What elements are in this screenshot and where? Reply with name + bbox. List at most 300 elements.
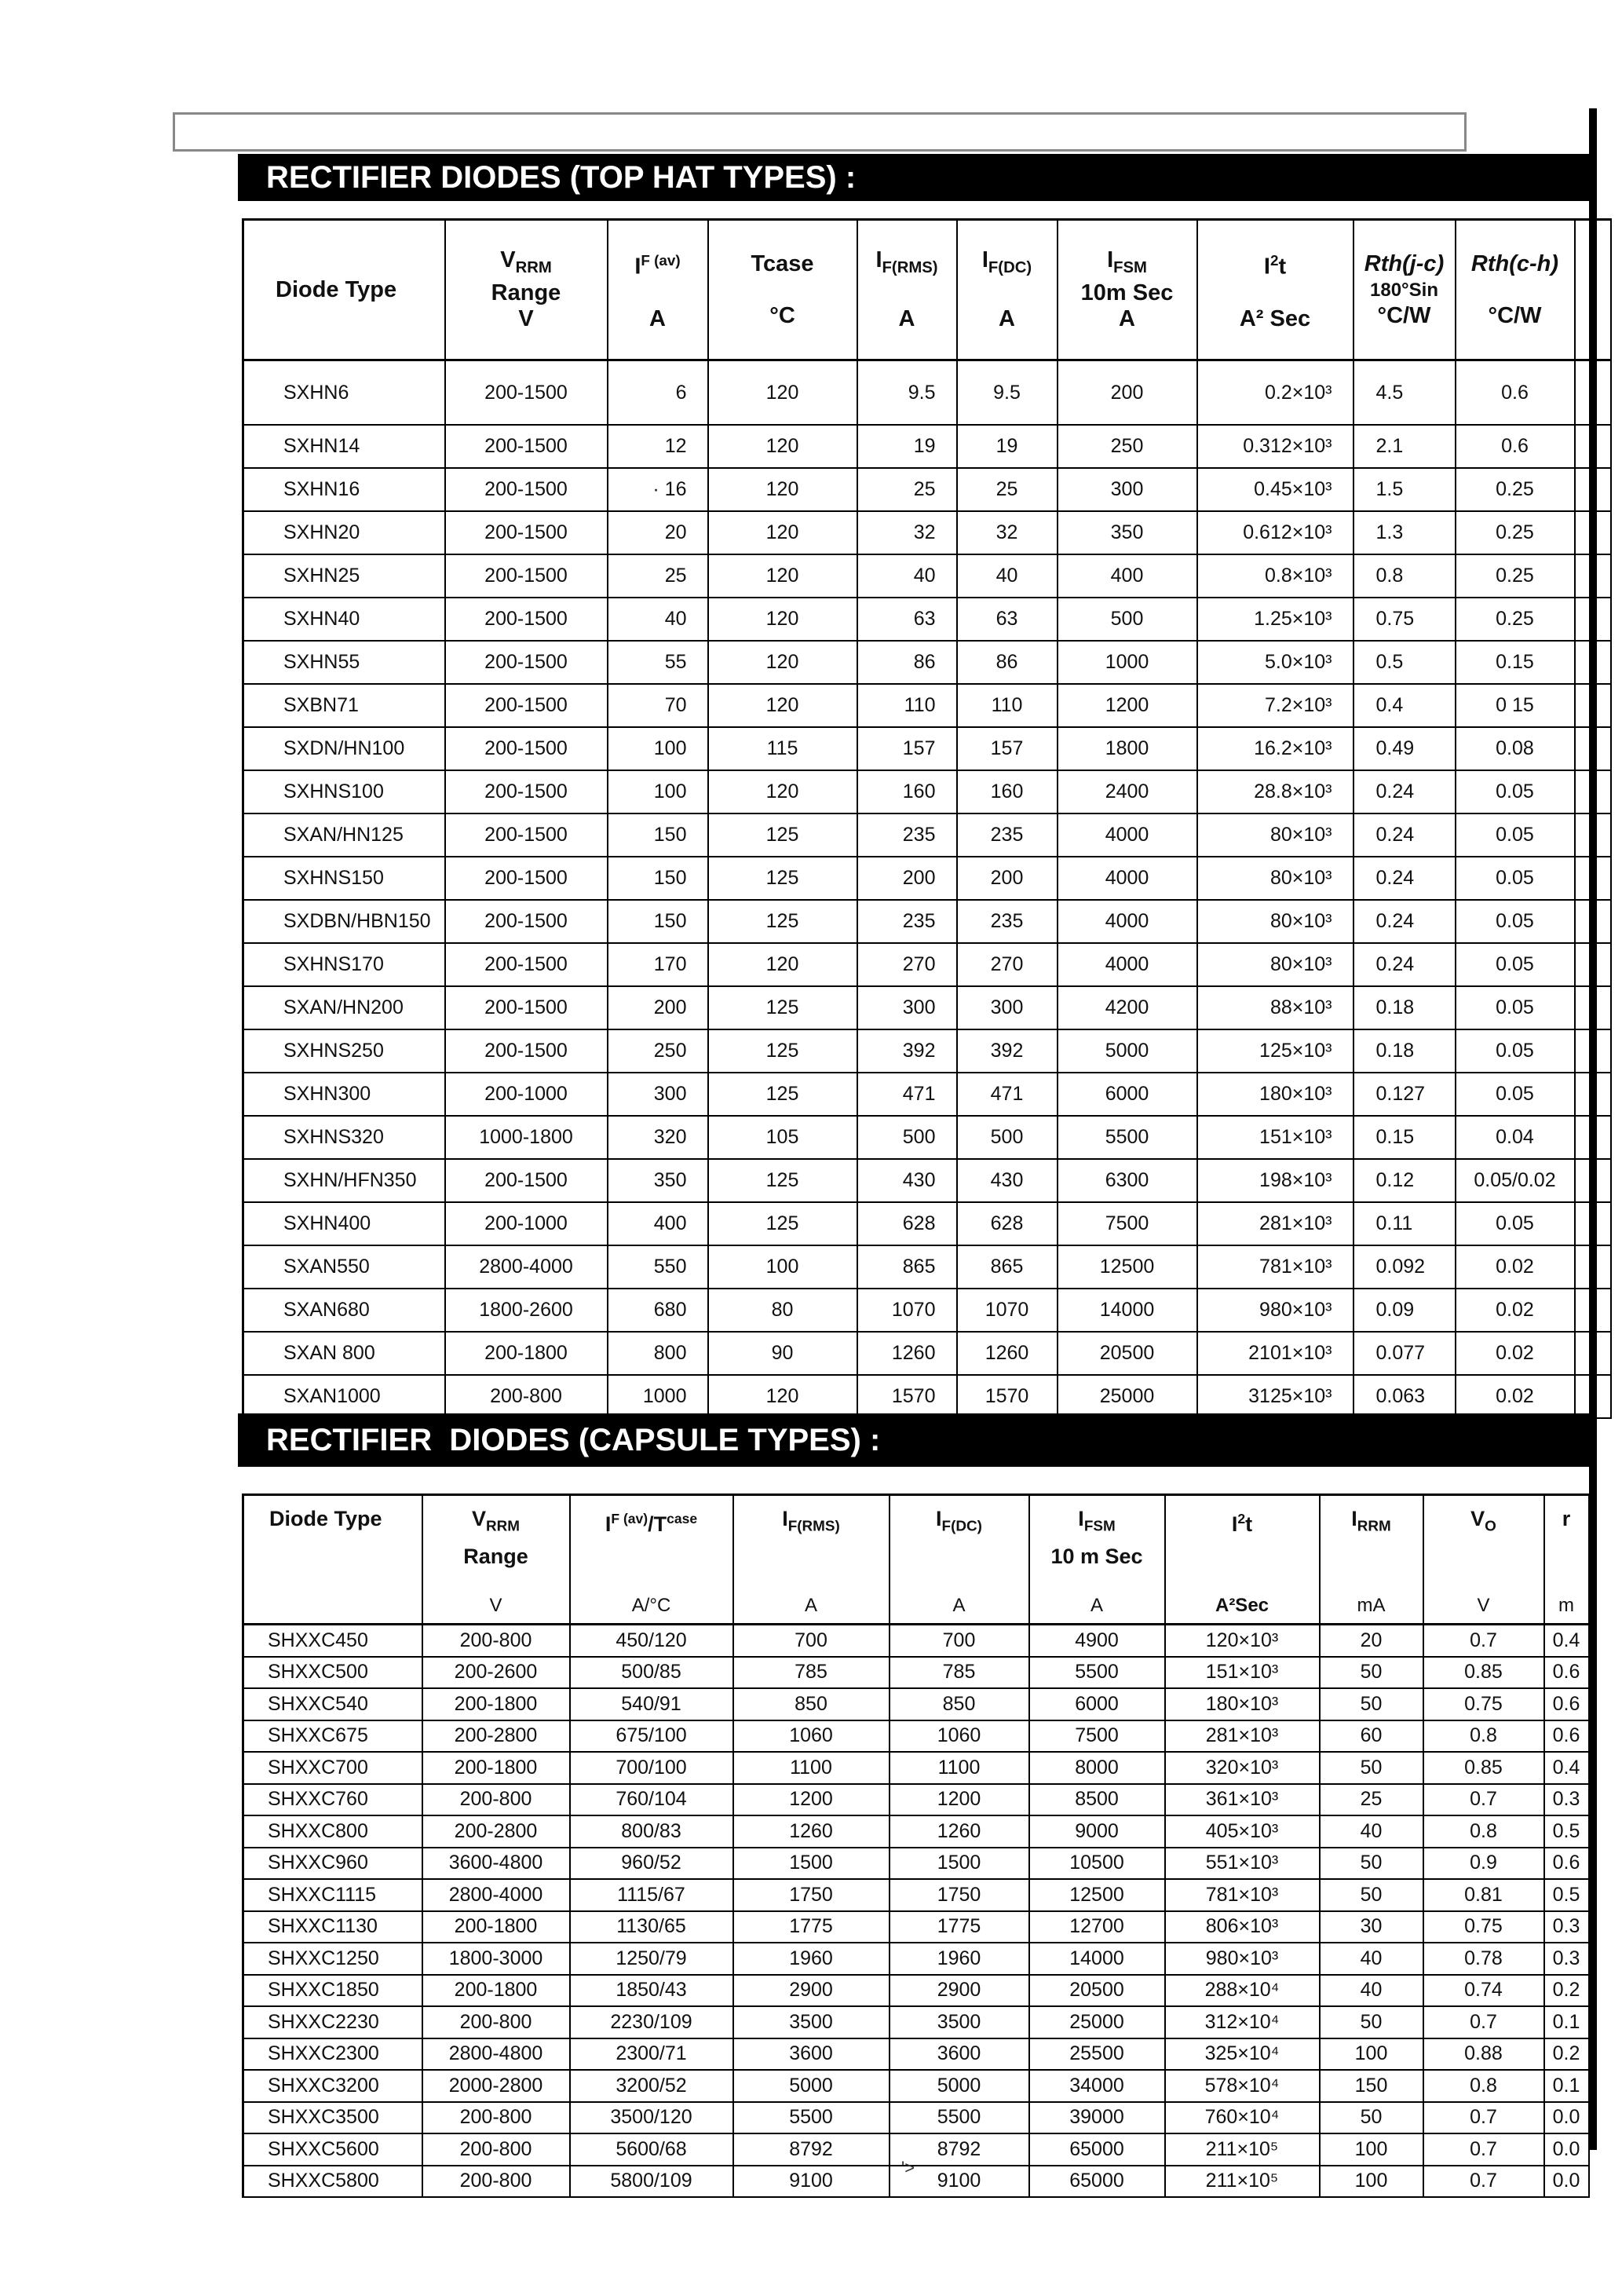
unit-if-dc: A [890,1589,1029,1625]
table-cell: 0.15 [1456,641,1575,684]
top-hat-diodes-table [242,218,1612,1419]
table-cell: 7500 [1058,1202,1197,1245]
table-cell: 30 [1320,1911,1423,1943]
table-cell: 200 [857,857,957,900]
table-cell: 5500 [890,2102,1029,2134]
diode-type-cell: SHXXC675 [243,1720,422,1753]
table-cell: 1060 [890,1720,1029,1753]
table-cell: 700/100 [570,1752,733,1784]
table-cell: 288×10⁴ [1165,1975,1320,2007]
table-row [243,1848,1589,1880]
table-cell: 312×10⁴ [1165,2006,1320,2038]
diode-type-cell: SXHN14 [243,425,445,468]
table-cell: 65000 [1029,2133,1165,2166]
table-cell: 0.11 [1353,1202,1456,1245]
table-cell: 3200/52 [570,2070,733,2102]
cut-off-cell [1575,598,1611,641]
table-cell: 200-1800 [422,1975,570,2007]
table-cell: 2101×10³ [1197,1332,1353,1375]
table-cell: 125 [708,1073,857,1116]
table-row [243,2038,1589,2071]
diode-type-cell: SHXXC2300 [243,2038,422,2071]
table-row [243,1815,1589,1848]
cut-off-cell [1575,1159,1611,1202]
table-cell: 211×10⁵ [1165,2166,1320,2198]
table-cell: 960/52 [570,1848,733,1880]
table-cell: 34000 [1029,2070,1165,2102]
table-cell: 500 [957,1116,1058,1159]
table-row [243,1116,1611,1159]
table-cell: 8500 [1029,1784,1165,1816]
unit-i2t: A²Sec [1165,1589,1320,1625]
table-cell: 0.24 [1353,943,1456,986]
table-cell: 10500 [1029,1848,1165,1880]
table-cell: 0.05 [1456,986,1575,1029]
table-cell: 430 [857,1159,957,1202]
table-cell: 700 [733,1625,890,1657]
table-cell: 200-1500 [445,425,608,468]
table-cell: 7500 [1029,1720,1165,1753]
table-cell: 3500 [890,2006,1029,2038]
table-cell: 200-800 [422,2133,570,2166]
table-cell: 120 [708,598,857,641]
table-cell: 3500 [733,2006,890,2038]
table-cell: 0.6 [1456,360,1575,426]
table-cell: 0.6 [1544,1657,1589,1689]
table-row [243,1332,1611,1375]
table-cell: 980×10³ [1197,1289,1353,1332]
cut-off-cell [1575,1202,1611,1245]
table-cell: 865 [857,1245,957,1289]
table-cell: 0.7 [1423,2133,1544,2166]
table-cell: 0.02 [1456,1375,1575,1418]
table-cell: 4000 [1058,857,1197,900]
cut-off-cell [1575,986,1611,1029]
diode-type-cell: SXHN40 [243,598,445,641]
table-cell: 125 [708,1202,857,1245]
table-row [243,1029,1611,1073]
table-cell: 628 [957,1202,1058,1245]
table-row [243,1073,1611,1116]
diode-type-cell: SXAN/HN200 [243,986,445,1029]
table-cell: 300 [957,986,1058,1029]
table-cell: 6300 [1058,1159,1197,1202]
table-cell: 0.45×10³ [1197,468,1353,511]
cut-off-cell [1575,684,1611,727]
table-cell: 760×10⁴ [1165,2102,1320,2134]
table-cell: 4000 [1058,943,1197,986]
table-cell: 12500 [1029,1879,1165,1911]
table-cell: 1960 [733,1943,890,1975]
table-cell: 1100 [733,1752,890,1784]
table-cell: 40 [957,554,1058,598]
table-cell: 0.85 [1423,1752,1544,1784]
table-cell: 0.25 [1456,598,1575,641]
table-cell: 86 [857,641,957,684]
table-cell: 3125×10³ [1197,1375,1353,1418]
col-ifsm: $I_{FSM}$ 10 m Sec [1029,1495,1165,1589]
table-cell: 0.75 [1423,1911,1544,1943]
table-cell: 125×10³ [1197,1029,1353,1073]
table-cell: 4000 [1058,900,1197,943]
table-cell: 200-2800 [422,1720,570,1753]
table-cell: 125 [708,986,857,1029]
table-cell: 200-800 [422,2166,570,2198]
table-cell: 9000 [1029,1815,1165,1848]
table-cell: 0.25 [1456,554,1575,598]
table-cell: 40 [1320,1943,1423,1975]
diode-type-cell: SXDN/HN100 [243,727,445,770]
table-cell: 125 [708,1029,857,1073]
table-cell: 157 [957,727,1058,770]
table-cell: 20500 [1058,1332,1197,1375]
table-cell: 80×10³ [1197,813,1353,857]
table-cell: 120 [708,425,857,468]
table-cell: 160 [957,770,1058,813]
table-cell: 0.5 [1544,1879,1589,1911]
table-cell: 120 [708,641,857,684]
cut-off-cell [1575,943,1611,986]
table-cell: 55 [608,641,708,684]
table-row [243,943,1611,986]
table-cell: 0.3 [1544,1784,1589,1816]
col-irrm: $I_{RRM}$ [1320,1495,1423,1589]
table-cell: 3600 [733,2038,890,2071]
table-cell: 551×10³ [1165,1848,1320,1880]
table-cell: 200-1500 [445,598,608,641]
table-cell: 198×10³ [1197,1159,1353,1202]
table-cell: 1.3 [1353,511,1456,554]
table-cell: 0.05 [1456,900,1575,943]
table-row [243,511,1611,554]
table-cell: 100 [1320,2038,1423,2071]
cut-off-cell [1575,554,1611,598]
table-cell: 200-1500 [445,943,608,986]
cut-off-cell [1575,1375,1611,1418]
table-cell: 80×10³ [1197,900,1353,943]
table-cell: 0.18 [1353,1029,1456,1073]
table-cell: 86 [957,641,1058,684]
table-cell: 14000 [1058,1289,1197,1332]
table-cell: 628 [857,1202,957,1245]
table-cell: 281×10³ [1165,1720,1320,1753]
diode-type-cell: SXHN6 [243,360,445,426]
table-cell: 0.8 [1423,2070,1544,2102]
unit-vrrm: V [422,1589,570,1625]
table-cell: 0.12 [1353,1159,1456,1202]
diode-type-cell: SXBN71 [243,684,445,727]
table-cell: 1.5 [1353,468,1456,511]
table-cell: 110 [857,684,957,727]
col-if-av: $I^{F (av)}$ A [608,220,708,360]
table-cell: 1775 [890,1911,1029,1943]
unit-if-av-tcase: A/°C [570,1589,733,1625]
table-cell: 28.8×10³ [1197,770,1353,813]
table-cell: 50 [1320,2102,1423,2134]
table-cell: 0.75 [1353,598,1456,641]
table-cell: 25500 [1029,2038,1165,2071]
table-cell: 0.7 [1423,2166,1544,2198]
table-cell: 20 [608,511,708,554]
table-cell: 80 [708,1289,857,1332]
top-hat-table-body [243,360,1611,1419]
table-cell: 0.0 [1544,2133,1589,2166]
table-cell: 12500 [1058,1245,1197,1289]
table-cell: 40 [857,554,957,598]
table-cell: 88×10³ [1197,986,1353,1029]
table-cell: 200-1800 [445,1332,608,1375]
table-cell: 200-1500 [445,511,608,554]
diode-type-cell: SXAN 800 [243,1332,445,1375]
table-row [243,425,1611,468]
cut-off-cell [1575,1245,1611,1289]
table-row [243,2166,1589,2198]
table-cell: 0.063 [1353,1375,1456,1418]
table-cell: 5000 [733,2070,890,2102]
table-row [243,1752,1589,1784]
diode-type-cell: SXHN300 [243,1073,445,1116]
diode-type-cell: SXHNS170 [243,943,445,986]
table-cell: 40 [608,598,708,641]
table-cell: 785 [733,1657,890,1689]
table-row [243,1688,1589,1720]
table-cell: 20500 [1029,1975,1165,2007]
table-cell: 400 [608,1202,708,1245]
table-cell: 0.88 [1423,2038,1544,2071]
table-cell: 1260 [957,1332,1058,1375]
table-cell: 0.49 [1353,727,1456,770]
table-cell: 40 [1320,1975,1423,2007]
table-row [243,1289,1611,1332]
table-cell: 150 [608,857,708,900]
table-cell: 300 [1058,468,1197,511]
table-cell: 0.24 [1353,770,1456,813]
table-cell: 2800-4800 [422,2038,570,2071]
table-cell: 0.4 [1353,684,1456,727]
table-cell: 235 [857,813,957,857]
table-cell: 120 [708,360,857,426]
table-cell: 1800-3000 [422,1943,570,1975]
table-cell: 157 [857,727,957,770]
table-cell: 2.1 [1353,425,1456,468]
table-cell: 19 [857,425,957,468]
table-cell: 80×10³ [1197,943,1353,986]
col-vo: $V_O$ [1423,1495,1544,1589]
diode-type-cell: SHXXC2230 [243,2006,422,2038]
table-cell: 0.02 [1456,1245,1575,1289]
table-cell: 200-1800 [422,1688,570,1720]
cut-off-cell [1575,813,1611,857]
table-cell: 0.81 [1423,1879,1544,1911]
table-row [243,1159,1611,1202]
table-cell: 0.24 [1353,857,1456,900]
unit-rt: m [1544,1589,1589,1625]
table-cell: 5800/109 [570,2166,733,2198]
diode-type-cell: SXHNS250 [243,1029,445,1073]
diode-type-cell: SXAN1000 [243,1375,445,1418]
table-cell: 1850/43 [570,1975,733,2007]
cut-off-cell [1575,360,1611,426]
table-cell: 200-1500 [445,684,608,727]
diode-type-cell: SHXXC3200 [243,2070,422,2102]
table-cell: 40 [1320,1815,1423,1848]
table-cell: 160 [857,770,957,813]
table-row [243,2006,1589,2038]
table-cell: 19 [957,425,1058,468]
table-cell: 200-1500 [445,1159,608,1202]
section-title-top-hat: RECTIFIER DIODES (TOP HAT TYPES) : [238,154,1592,201]
table-cell: 1115/67 [570,1879,733,1911]
col-i2t: $I^2t$ [1165,1495,1320,1589]
table-cell: 120 [708,1375,857,1418]
table-cell: 151×10³ [1165,1657,1320,1689]
table-row [243,598,1611,641]
table-cell: 200-1500 [445,727,608,770]
table-cell: 25000 [1058,1375,1197,1418]
diode-type-cell: SHXXC960 [243,1848,422,1880]
table-cell: 25 [957,468,1058,511]
table-cell: 1750 [733,1879,890,1911]
table-cell: 120 [708,554,857,598]
table-cell: 14000 [1029,1943,1165,1975]
table-cell: 1260 [890,1815,1029,1848]
table-cell: 50 [1320,2006,1423,2038]
table-cell: 0.75 [1423,1688,1544,1720]
table-cell: 0.18 [1353,986,1456,1029]
table-cell: 250 [608,1029,708,1073]
table-cell: 0.7 [1423,2102,1544,2134]
table-cell: 150 [608,813,708,857]
table-row [243,360,1611,426]
table-cell: 1500 [890,1848,1029,1880]
table-cell: 0.7 [1423,1784,1544,1816]
table-cell: 0.8 [1423,1815,1544,1848]
cut-off-cell [1575,425,1611,468]
table-cell: 2800-4000 [445,1245,608,1289]
table-cell: 1250/79 [570,1943,733,1975]
table-cell: 1800 [1058,727,1197,770]
table-cell: 200-800 [445,1375,608,1418]
col-i2t: $I^2t$ A² Sec [1197,220,1353,360]
table-cell: 125 [708,857,857,900]
col-if-dc: $I_{F(DC)}$ [890,1495,1029,1589]
table-cell: 0.15 [1353,1116,1456,1159]
table-header-row [243,220,1611,360]
diode-type-cell: SXHNS100 [243,770,445,813]
table-cell: 1200 [1058,684,1197,727]
table-cell: 0.09 [1353,1289,1456,1332]
table-cell: 200-1500 [445,1029,608,1073]
diode-type-cell: SXHNS150 [243,857,445,900]
unit-diode-type [243,1589,422,1625]
table-cell: 781×10³ [1165,1879,1320,1911]
table-cell: 400 [1058,554,1197,598]
diode-type-cell: SHXXC800 [243,1815,422,1848]
table-row [243,1657,1589,1689]
diode-type-cell: SHXXC1850 [243,1975,422,2007]
table-cell: 100 [708,1245,857,1289]
table-cell: 0.127 [1353,1073,1456,1116]
cut-off-cell [1575,511,1611,554]
table-cell: 0.2×10³ [1197,360,1353,426]
col-vrrm: $V_{RRM}$ Range [422,1495,570,1589]
diode-type-cell: SXHN20 [243,511,445,554]
table-cell: 320×10³ [1165,1752,1320,1784]
table-cell: 5600/68 [570,2133,733,2166]
table-cell: 200-2800 [422,1815,570,1848]
table-row [243,1375,1611,1418]
table-cell: 0.5 [1544,1815,1589,1848]
table-cell: 200-800 [422,2102,570,2134]
table-cell: 1960 [890,1943,1029,1975]
table-cell: 9.5 [857,360,957,426]
table-row [243,1911,1589,1943]
table-cell: 200-1000 [445,1202,608,1245]
table-cell: 350 [1058,511,1197,554]
table-cell: 50 [1320,1688,1423,1720]
table-cell: 865 [957,1245,1058,1289]
table-row [243,2133,1589,2166]
table-cell: 0.4 [1544,1752,1589,1784]
table-cell: 5000 [1058,1029,1197,1073]
table-cell: 3600-4800 [422,1848,570,1880]
table-cell: 2900 [733,1975,890,2007]
table-cell: 1260 [733,1815,890,1848]
table-cell: 0.25 [1456,468,1575,511]
table-cell: 120 [708,943,857,986]
table-cell: 4.5 [1353,360,1456,426]
col-cut-off [1575,220,1611,360]
table-cell: 1570 [957,1375,1058,1418]
table-cell: 8792 [890,2133,1029,2166]
table-cell: 3500/120 [570,2102,733,2134]
table-cell: 32 [957,511,1058,554]
table-cell: 0.05 [1456,1029,1575,1073]
table-cell: 25 [857,468,957,511]
table-cell: 1200 [733,1784,890,1816]
table-cell: 270 [957,943,1058,986]
table-cell: 12700 [1029,1911,1165,1943]
table-row [243,1943,1589,1975]
table-row [243,554,1611,598]
table-cell: 0.0 [1544,2102,1589,2134]
table-cell: 1260 [857,1332,957,1375]
table-cell: 0.08 [1456,727,1575,770]
table-cell: 800/83 [570,1815,733,1848]
table-cell: 25000 [1029,2006,1165,2038]
table-cell: 200-1500 [445,468,608,511]
table-cell: 1070 [957,1289,1058,1332]
table-cell: 100 [1320,2166,1423,2198]
table-cell: 1750 [890,1879,1029,1911]
cut-off-cell [1575,1289,1611,1332]
diode-type-cell: SHXXC700 [243,1752,422,1784]
table-cell: 550 [608,1245,708,1289]
unit-irrm: mA [1320,1589,1423,1625]
table-row [243,770,1611,813]
table-cell: 806×10³ [1165,1911,1320,1943]
table-cell: 471 [857,1073,957,1116]
table-cell: 4200 [1058,986,1197,1029]
table-cell: 5500 [733,2102,890,2134]
table-row [243,1202,1611,1245]
table-cell: 12 [608,425,708,468]
table-cell: 1000 [1058,641,1197,684]
table-cell: 200 [957,857,1058,900]
table-cell: 120 [708,684,857,727]
table-row [243,1879,1589,1911]
table-cell: 0.2 [1544,1975,1589,2007]
